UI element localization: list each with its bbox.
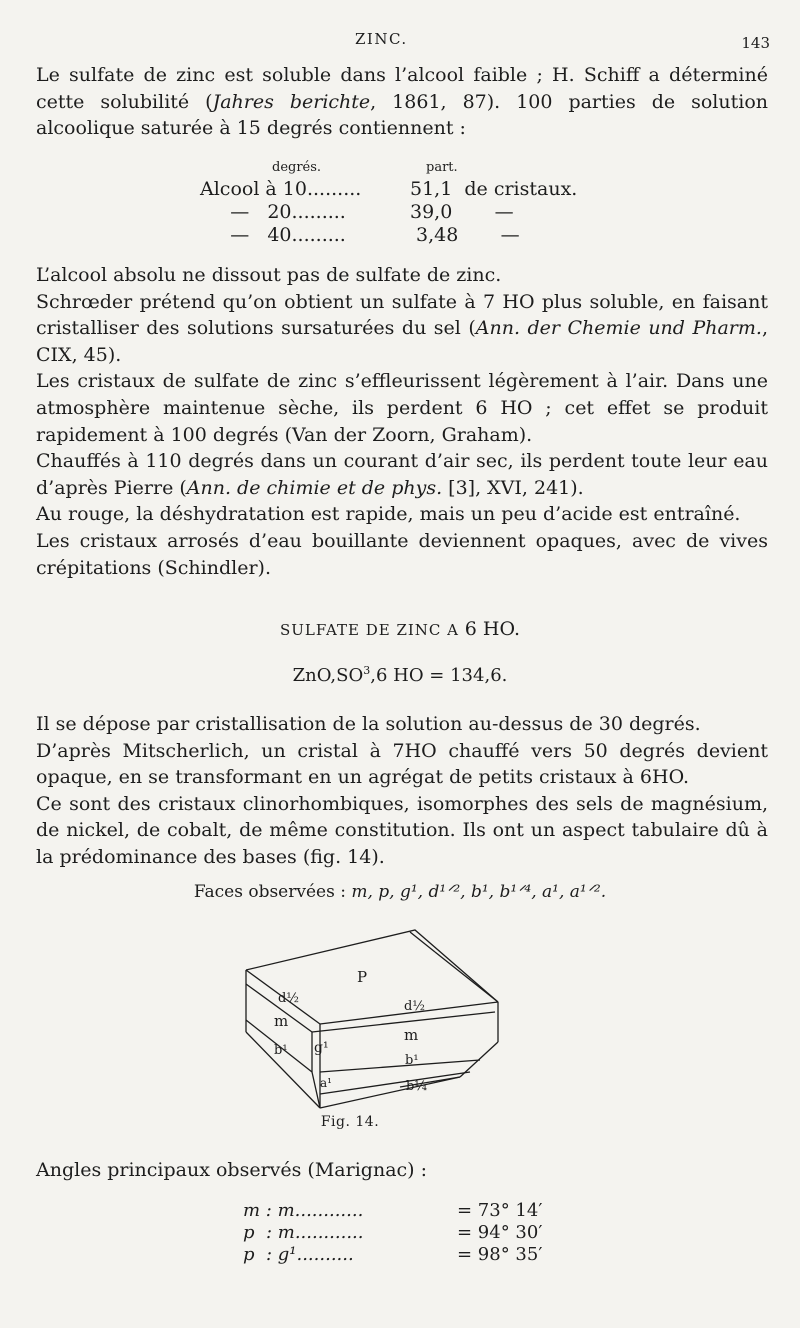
face-label-p: P bbox=[357, 968, 368, 986]
angle-value: = 94° 30′ bbox=[457, 1222, 543, 1243]
citation-title: Jahres berichte bbox=[212, 90, 371, 113]
paragraph-schroeder: Schrœder prétend qu’on obtient un sulfate à 7 HO plus soluble, en faisant cristalliser des solutions sursaturées du sel (Ann. der Chemie und Pharm., CIX, 45). bbox=[36, 290, 768, 366]
running-title: ZINC. bbox=[355, 30, 408, 48]
citation-title: Ann. de chimie et de phys. bbox=[186, 476, 443, 499]
paragraph-crystal-system: Ce sont des cristaux clinorhombiques, isomorphes des sels de magnésium, de nickel, de cobalt, de même constitution. Ils ont un aspect tabulaire dû à la prédominance des bases (fig. 14). bbox=[36, 792, 768, 868]
citation-title: Ann. der Chemie und Pharm. bbox=[475, 317, 762, 340]
paragraph-boiling-water: Les cristaux arrosés d’eau bouillante deviennent opaques, avec de vives crépitations (Schindler). bbox=[36, 529, 768, 579]
paragraph-solubility: Le sulfate de zinc est soluble dans l’alcool faible ; H. Schiff a déterminé cette solubilité (Jahres berichte, 1861, 87). 100 parties de solution alcoolique saturée à 15 degrés contiennent : bbox=[36, 64, 769, 140]
crystal-figure bbox=[240, 922, 510, 1112]
angle-row bbox=[243, 1200, 563, 1222]
table-cell-value: 3,48 — bbox=[410, 224, 520, 246]
page-header bbox=[0, 30, 800, 56]
observed-faces: Faces observées : m, p, g¹, d¹ᐟ², b¹, b¹ᐟ⁴, a¹, a¹ᐟ². bbox=[193, 882, 607, 902]
angle-faces: m : m............ bbox=[243, 1200, 364, 1221]
table-cell-label: — 20......... bbox=[200, 201, 346, 223]
paragraph-heating: Chauffés à 110 degrés dans un courant d’air sec, ils perdent toute leur eau d’après Pierre (Ann. de chimie et de phys. [3], XVI, 241). bbox=[36, 450, 768, 499]
face-label-b-quarter: b¼ bbox=[406, 1079, 427, 1094]
column-header-degrees: degrés. bbox=[272, 160, 322, 175]
angle-faces: p : m............ bbox=[243, 1222, 364, 1243]
angle-faces: p : g¹.......... bbox=[243, 1244, 354, 1265]
paragraph-red-heat: Au rouge, la déshydratation est rapide, mais un peu d’acide est entraîné. bbox=[36, 503, 741, 526]
angle-value: = 73° 14′ bbox=[457, 1200, 543, 1221]
paragraph-deposit: Il se dépose par cristallisation de la solution au-dessus de 30 degrés. bbox=[36, 713, 701, 735]
figure-caption: Fig. 14. bbox=[320, 1114, 380, 1130]
paragraph-efflorescence: Les cristaux de sulfate de zinc s’effleurissent légèrement à l’air. Dans une atmosphère maintenue sèche, ils perdent 6 HO ; cet effet se produit rapidement à 100 degrés (Van der Zoorn, Graham). bbox=[36, 370, 768, 446]
angles-intro: Angles principaux observés (Marignac) : bbox=[36, 1159, 428, 1181]
table-cell-value: 39,0 — bbox=[410, 201, 514, 223]
table-cell-label: — 40......... bbox=[200, 224, 346, 246]
face-label-b-left: b¹ bbox=[274, 1043, 288, 1058]
chemical-formula: $ZnO,SO^3,6$ HO = 134,6. bbox=[292, 664, 508, 686]
angles-table bbox=[243, 1200, 563, 1266]
face-label-d-right: d½ bbox=[404, 999, 425, 1014]
paragraph-absolute-alcohol: L’alcool absolu ne dissout pas de sulfate de zinc. bbox=[36, 264, 502, 286]
section-title: SULFATE DE ZINC A 6 HO. bbox=[280, 618, 520, 640]
angle-value: = 98° 35′ bbox=[457, 1244, 543, 1265]
face-label-g: g¹ bbox=[314, 1040, 329, 1056]
text-block-properties bbox=[36, 262, 768, 581]
table-cell-value: 51,1 de cristaux. bbox=[410, 178, 578, 200]
text-block-angles bbox=[36, 1157, 768, 1184]
faces-list: m, p, g¹, d¹ᐟ², b¹, b¹ᐟ⁴, a¹, a¹ᐟ². bbox=[351, 882, 607, 902]
table-cell-label: Alcool à 10......... bbox=[200, 178, 362, 200]
face-label-b-right: b¹ bbox=[405, 1053, 419, 1068]
text-block-intro bbox=[36, 62, 768, 142]
face-label-a: a¹ bbox=[320, 1076, 332, 1090]
page-number: 143 bbox=[741, 34, 770, 52]
angle-row bbox=[243, 1244, 563, 1266]
face-label-m-left: m bbox=[274, 1012, 289, 1030]
paragraph-mitscherlich: D’après Mitscherlich, un cristal à 7HO chauffé vers 50 degrés devient opaque, en se transformant en un agrégat de petits cristaux à 6HO. bbox=[36, 739, 768, 789]
face-label-m-right: m bbox=[404, 1026, 419, 1044]
column-header-parts: part. bbox=[426, 160, 458, 175]
angle-row bbox=[243, 1222, 563, 1244]
face-label-d-left: d½ bbox=[278, 991, 299, 1006]
text-block-crystallisation bbox=[36, 711, 768, 871]
